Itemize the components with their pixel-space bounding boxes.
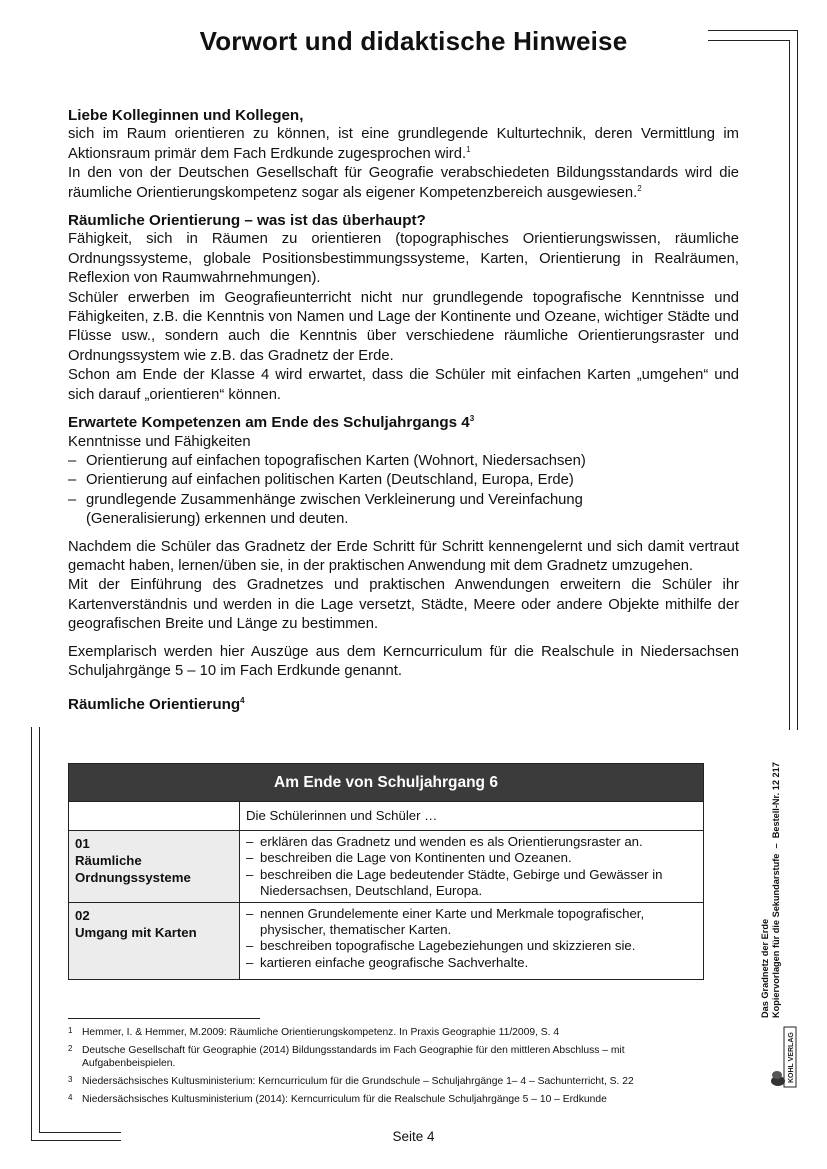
logo-text: KOHL VERLAG bbox=[788, 1032, 795, 1083]
row-name: Ordnungssysteme bbox=[75, 870, 191, 886]
footnote-text: Niedersächsisches Kultusministerium (2014): Kerncurriculum für die Realschule Schuljahrgänge 5 – 10 – Erdkunde bbox=[82, 1094, 607, 1105]
footnote-text: Hemmer, I. & Hemmer, M.2009: Räumliche Orientierungskompetenz. In Praxis Geographie 11/2009, S. 4 bbox=[82, 1027, 560, 1038]
intro-paragraph-2 bbox=[68, 164, 739, 203]
intro-text-2: In den von der Deutschen Gesellschaft für Geografie verabschiedeten Bildungsstandards wird die räumliche Orientierungskompetenz sogar als eigener Kompetenzbereich ausgewiesen. bbox=[68, 165, 739, 201]
list-item-continuation: (Generalisierung) erkennen und deuten. bbox=[86, 511, 349, 528]
footnote-text: Niedersächsisches Kultusministerium: Kerncurriculum für die Grundschule – Schuljahrgänge 1– 4 – Sachunterricht, S. 22 bbox=[82, 1076, 634, 1087]
frame-right-v2 bbox=[789, 40, 790, 730]
section-heading-1: Räumliche Orientierung – was ist das überhaupt? bbox=[68, 212, 426, 230]
publisher-logo bbox=[768, 1025, 798, 1091]
table-header: Am Ende von Schuljahrgang 6 bbox=[69, 764, 704, 802]
list-item bbox=[68, 491, 739, 510]
footnote bbox=[68, 1026, 668, 1039]
sidebar-publication-info bbox=[760, 758, 782, 1018]
footnotes bbox=[68, 1026, 668, 1111]
table-row bbox=[69, 831, 704, 903]
frame-left-v1 bbox=[31, 727, 32, 1140]
table-row-content bbox=[240, 831, 704, 903]
sidebar-line-1 bbox=[760, 758, 771, 1018]
competency-table bbox=[68, 763, 704, 980]
list-item bbox=[246, 867, 697, 883]
footnote-ref: 3 bbox=[469, 414, 475, 424]
footnote-number: 3 bbox=[68, 1075, 73, 1084]
row-name: Umgang mit Karten bbox=[75, 925, 197, 941]
footnote-ref: 4 bbox=[240, 696, 245, 706]
intro-text-1: sich im Raum orientieren zu können, ist eine grundlegende Kulturtechnik, deren Vermittlung im Aktionsraum primär dem Fach Erdkunde zugesprochen wird. bbox=[68, 126, 739, 162]
section-heading-3-text: Räumliche Orientierung bbox=[68, 696, 241, 714]
list-item bbox=[246, 834, 697, 850]
dash-marker: – bbox=[68, 491, 77, 508]
frame-left-v2 bbox=[39, 727, 40, 1132]
footnote bbox=[68, 1093, 668, 1106]
section-heading-3 bbox=[68, 695, 739, 714]
dash-marker: – bbox=[246, 954, 254, 970]
dash-marker: – bbox=[246, 866, 254, 882]
intro-paragraph-1 bbox=[68, 125, 739, 164]
section2-paragraph-3: Exemplarisch werden hier Auszüge aus dem Kerncurriculum für die Realschule in Niedersachsen Schuljahrgänge 5 – 10 im Fach Erdkunde genannt. bbox=[68, 643, 739, 679]
dash-marker: – bbox=[68, 472, 77, 489]
order-number: Bestell-Nr. 12 217 bbox=[771, 762, 781, 839]
list-item-text: beschreiben die Lage von Kontinenten und Ozeanen. bbox=[260, 850, 572, 866]
list-item-text: grundlegende Zusammenhänge zwischen Verkleinerung und Vereinfachung bbox=[86, 491, 583, 508]
table-subheader: Die Schülerinnen und Schüler … bbox=[240, 802, 704, 831]
table-row-label bbox=[69, 831, 240, 903]
list-item-text: erklären das Gradnetz und wenden es als Orientierungsraster an. bbox=[260, 834, 643, 850]
table-row-label bbox=[69, 903, 240, 980]
section1-paragraph-3: Schon am Ende der Klasse 4 wird erwartet, dass die Schüler mit einfachen Karten „umgehen“ und sich darauf „orientieren“ können. bbox=[68, 367, 739, 403]
row-name: Räumliche bbox=[75, 853, 142, 869]
frame-right-v1 bbox=[797, 30, 798, 730]
footnote-number: 4 bbox=[68, 1093, 73, 1102]
footnote-separator bbox=[68, 1018, 260, 1019]
greeting: Liebe Kolleginnen und Kollegen, bbox=[68, 107, 304, 124]
list-item-continuation: Niedersachsen, Deutschland, Europa. bbox=[260, 882, 483, 898]
dash-marker: – bbox=[246, 938, 254, 954]
page-title: Vorwort und didaktische Hinweise bbox=[199, 26, 628, 56]
footnote bbox=[68, 1044, 668, 1070]
footnote-ref: 2 bbox=[637, 183, 642, 193]
footnote-number: 1 bbox=[68, 1026, 73, 1035]
dash-marker: – bbox=[246, 906, 254, 922]
footnote bbox=[68, 1075, 668, 1088]
page-number: Seite 4 bbox=[392, 1129, 435, 1144]
table-subheader-row bbox=[69, 802, 704, 831]
sidebar-line-2 bbox=[771, 758, 782, 1018]
list-item-text: kartieren einfache geografische Sachverhalte. bbox=[260, 954, 529, 970]
dash-marker: – bbox=[246, 850, 254, 866]
list-item-text: Orientierung auf einfachen topografischen Karten (Wohnort, Niedersachsen) bbox=[86, 452, 586, 469]
list-item bbox=[246, 906, 697, 922]
row-number: 01 bbox=[75, 836, 90, 852]
list-item-text: beschreiben die Lage bedeutender Städte, Gebirge und Gewässer in bbox=[260, 866, 663, 882]
dash-marker: – bbox=[68, 452, 77, 469]
table-row-content bbox=[240, 903, 704, 980]
list-item bbox=[246, 938, 697, 954]
footnote-ref: 1 bbox=[466, 144, 471, 154]
book-title: Das Gradnetz der Erde bbox=[760, 918, 770, 1018]
dash-marker: – bbox=[246, 834, 254, 850]
list-item-text: Orientierung auf einfachen politischen Karten (Deutschland, Europa, Erde) bbox=[86, 472, 574, 489]
list-item-continuation: physischer, thematischer Karten. bbox=[260, 922, 452, 938]
footnote-text: Deutsche Gesellschaft für Geographie (2014) Bildungsstandards im Fach Geographie für den mittleren Abschluss – mit Aufgabenbeispielen. bbox=[82, 1045, 625, 1069]
list-item-text: nennen Grundelemente einer Karte und Merkmale topografischer, bbox=[260, 906, 645, 922]
main-body bbox=[68, 106, 739, 715]
row-number: 02 bbox=[75, 908, 90, 924]
separator: – bbox=[771, 843, 781, 849]
table-row bbox=[69, 903, 704, 980]
table-empty-cell bbox=[69, 802, 240, 831]
section2-paragraph-1: Nachdem die Schüler das Gradnetz der Erde Schritt für Schritt kennengelernt und sich damit vertraut gemacht haben, lernen/üben sie, in der praktischen Anwendung mit dem Gradnetz umzugehen. bbox=[68, 538, 739, 574]
list-item bbox=[246, 955, 697, 971]
section-heading-2-text: Erwartete Kompetenzen am Ende des Schuljahrgangs 4 bbox=[68, 414, 470, 432]
footnote-number: 2 bbox=[68, 1044, 73, 1053]
section2-paragraph-2: Mit der Einführung des Gradnetzes und praktischen Anwendungen erweitern die Schüler ihr Kartenverständnis und werden in die Lage versetzt, Städte, Meere oder andere Objekte mithilfe der geografischen Breite und Länge zu bestimmen. bbox=[68, 577, 739, 633]
section1-paragraph-2: Schüler erwerben im Geografieunterricht nicht nur grundlegende topografische Kenntnisse und Fähigkeiten, z.B. die Kenntnis von Namen und Lage der Kontinente und Ozeane, wichtiger Städte und Flüsse usw., sondern auch die Kenntnis über verschiedene räumliche Orientierungsraster und Ordnungssystem wie z.B. das Gradnetz der Erde. bbox=[68, 289, 739, 364]
list-item bbox=[68, 471, 739, 490]
section1-paragraph-1: Fähigkeit, sich in Räumen zu orientieren (topographisches Orientierungswissen, räumliche Ordnungssysteme, globale Positionsbestimmungssysteme, Karten, Orientierung in Realräumen, Reflexion von Raumwahrnehmungen). bbox=[68, 231, 739, 287]
book-subtitle: Kopiervorlagen für die Sekundarstufe bbox=[771, 853, 781, 1018]
table-header-row bbox=[69, 764, 704, 802]
list-item-text: beschreiben topografische Lagebeziehungen und skizzieren sie. bbox=[260, 938, 636, 954]
section-heading-2 bbox=[68, 413, 739, 432]
section2-subheading: Kenntnisse und Fähigkeiten bbox=[68, 433, 251, 450]
list-item bbox=[68, 452, 739, 471]
list-item bbox=[246, 850, 697, 866]
